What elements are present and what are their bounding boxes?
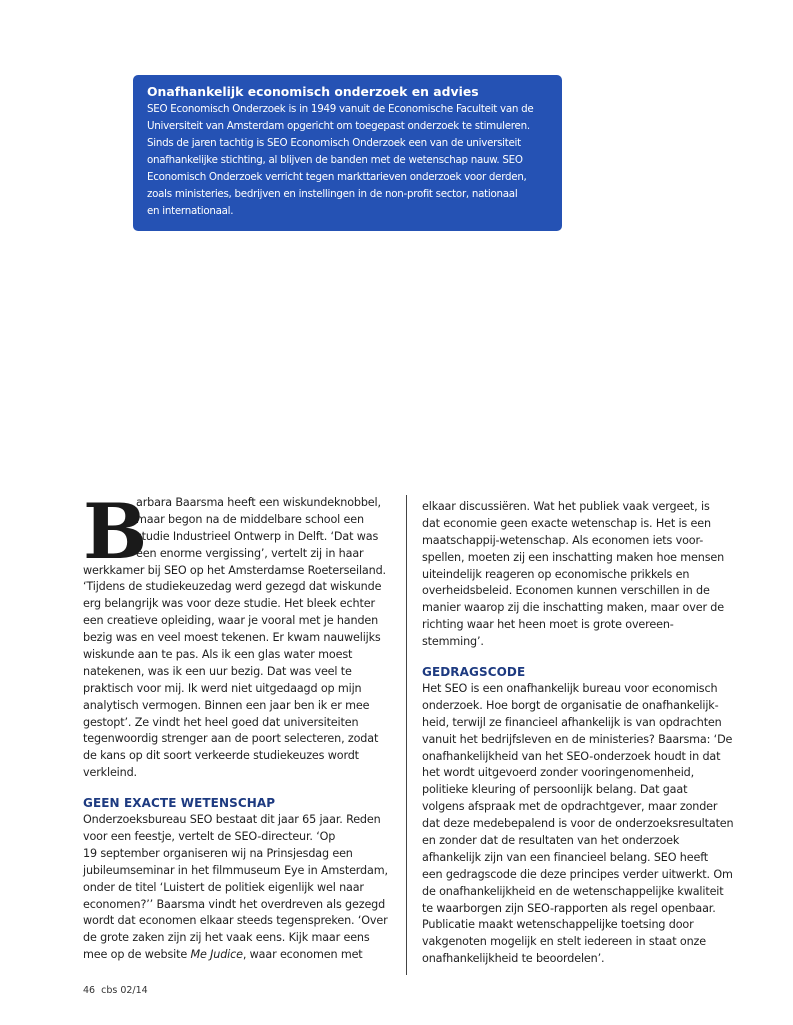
article-line: 19 september organiseren wij na Prinsjesdag een — [83, 846, 353, 860]
article-text: , waar economen met — [242, 948, 363, 962]
article-line: een creatieve opleiding, waar je vooral met je handen — [83, 614, 379, 628]
article-line: werkkamer bij SEO op het Amsterdamse Roeterseiland. — [83, 563, 386, 577]
publication-label: cbs 02/14 — [101, 985, 148, 996]
article-line: en zonder dat de resultaten van het onderzoek — [422, 834, 680, 848]
article-line: overheidsbeleid. Economen kunnen verschillen in de — [422, 584, 710, 598]
article-line: maar begon na de middelbare school een — [136, 512, 364, 526]
section-heading-gedragscode: GEDRAGSCODE — [422, 665, 526, 680]
page-number: 46 — [83, 985, 96, 996]
paragraph-gap — [422, 651, 742, 663]
article-line: vanuit het bedrijfsleven en de ministeries? Baarsma: ‘De — [422, 732, 733, 746]
column-divider — [406, 495, 407, 975]
info-box-title: Onafhankelijk economisch onderzoek en advies — [147, 84, 479, 99]
article-column-left — [83, 487, 403, 964]
info-box-line: Economisch Onderzoek verricht tegen markttarieven onderzoek voor derden, — [147, 171, 527, 183]
article-line: analytisch vermogen. Binnen een jaar ben ik er mee — [83, 698, 370, 712]
article-line: de grote zaken zijn zij het vaak eens. Kijk maar eens — [83, 931, 370, 945]
article-line: studie Industrieel Ontwerp in Delft. ‘Dat was — [136, 529, 379, 543]
article-line: richting waar het heen moet is grote overeen- — [422, 618, 674, 632]
article-line: verkleind. — [83, 766, 137, 780]
article-line — [83, 947, 403, 964]
paragraph-gap — [83, 782, 403, 794]
article-line: voor een feestje, vertelt de SEO-directeur. ‘Op — [83, 830, 336, 844]
article-line: de onafhankelijkheid en de wetenschappelijke kwaliteit — [422, 884, 724, 898]
article-line: een gedragscode die deze principes verder uitwerkt. Om — [422, 867, 733, 881]
article-line: spellen, moeten zij een inschatting maken hoe mensen — [422, 550, 725, 564]
drop-cap: B — [83, 487, 148, 576]
article-line: heid, terwijl ze financieel afhankelijk is van opdrachten — [422, 715, 722, 729]
article-line: manier waarop zij die inschatting maken, maar over de — [422, 601, 724, 615]
info-box-line: Sinds de jaren tachtig is SEO Economisch Onderzoek een van de universiteit — [147, 137, 521, 149]
article-line: bezig was en veel moest tekenen. Er kwam nauwelijks — [83, 631, 381, 645]
article-line: wiskunde aan te pas. Als ik een glas water moest — [83, 648, 353, 662]
article-line: volgens afspraak met de opdrachtgever, maar zonder — [422, 800, 718, 814]
article-line: onafhankelijkheid van het SEO-onderzoek houdt in dat — [422, 749, 721, 763]
info-box-line: SEO Economisch Onderzoek is in 1949 vanuit de Economische Faculteit van de — [147, 103, 534, 115]
article-line: dat deze medebepalend is voor de onderzoeksresultaten — [422, 817, 734, 831]
article-line: erg belangrijk was voor deze studie. Het bleek echter — [83, 597, 375, 611]
info-box-line: zoals ministeries, bedrijven en instellingen in de non-profit sector, nationaal — [147, 188, 518, 200]
article-line: Onderzoeksbureau SEO bestaat dit jaar 65 jaar. Reden — [83, 813, 381, 827]
article-line: natekenen, was ik een uur bezig. Dat was veel te — [83, 664, 352, 678]
article-line: economen?’’ Baarsma vindt het overdreven als gezegd — [83, 897, 386, 911]
article-line: jubileumseminar in het filmmuseum Eye in Amsterdam, — [83, 863, 388, 877]
article-line: wordt dat economen elkaar steeds tegenspreken. ‘Over — [83, 914, 388, 928]
article-line: vakgenoten mogelijk en stelt iedereen in staat onze — [422, 935, 706, 949]
page-footer — [83, 985, 154, 996]
article-line: onderzoek. Hoe borgt de organisatie de onafhankelijk- — [422, 698, 719, 712]
publication-name-italic: Me Judice — [190, 948, 243, 962]
info-box — [133, 75, 562, 231]
info-box-line: onafhankelijke stichting, al blijven de banden met de wetenschap nauw. SEO — [147, 154, 523, 166]
article-line: dat economie geen exacte wetenschap is. Het is een — [422, 516, 711, 530]
info-box-line: Universiteit van Amsterdam opgericht om toegepast onderzoek te stimuleren. — [147, 120, 530, 132]
article-line: ‘Tijdens de studiekeuzedag werd gezegd dat wiskunde — [83, 580, 382, 594]
article-line: uiteindelijk reageren op economische prikkels en — [422, 567, 690, 581]
article-line: gestopt’. Ze vindt het heel goed dat universiteiten — [83, 715, 359, 729]
article-line: Het SEO is een onafhankelijk bureau voor economisch — [422, 682, 718, 696]
article-line: een enorme vergissing’, vertelt zij in haar — [136, 546, 364, 560]
article-line: praktisch voor mij. Ik werd niet uitgedaagd op mijn — [83, 681, 362, 695]
section-heading-geen-exacte-wetenschap: GEEN EXACTE WETENSCHAP — [83, 796, 276, 811]
article-line: Publicatie maakt wetenschappelijke toetsing door — [422, 918, 694, 932]
article-line: de kans op dit soort verkeerde studiekeuzes wordt — [83, 749, 359, 763]
info-box-body — [147, 101, 548, 220]
article-line: afhankelijk zijn van een financieel belang. SEO heeft — [422, 850, 709, 864]
article-line: tegenwoordig strenger aan de poort selecteren, zodat — [83, 732, 379, 746]
article-column-right — [422, 499, 742, 968]
article-line: onafhankelijkheid te beoordelen’. — [422, 952, 605, 966]
info-box-line: en internationaal. — [147, 205, 234, 217]
article-line: te waarborgen zijn SEO-rapporten als regel openbaar. — [422, 901, 716, 915]
article-line: stemming’. — [422, 635, 484, 649]
article-line: het wordt uitgevoerd zonder vooringenomenheid, — [422, 766, 695, 780]
article-line: arbara Baarsma heeft een wiskundeknobbel, — [136, 496, 381, 509]
article-line: onder de titel ‘Luistert de politiek eigenlijk wel naar — [83, 880, 364, 894]
article-line: politieke kleuring of persoonlijk belang. Dat gaat — [422, 783, 688, 797]
article-line: elkaar discussiëren. Wat het publiek vaak vergeet, is — [422, 500, 710, 513]
article-line: maatschappij-wetenschap. Als economen iets voor- — [422, 533, 704, 547]
article-text: mee op de website — [83, 948, 191, 962]
